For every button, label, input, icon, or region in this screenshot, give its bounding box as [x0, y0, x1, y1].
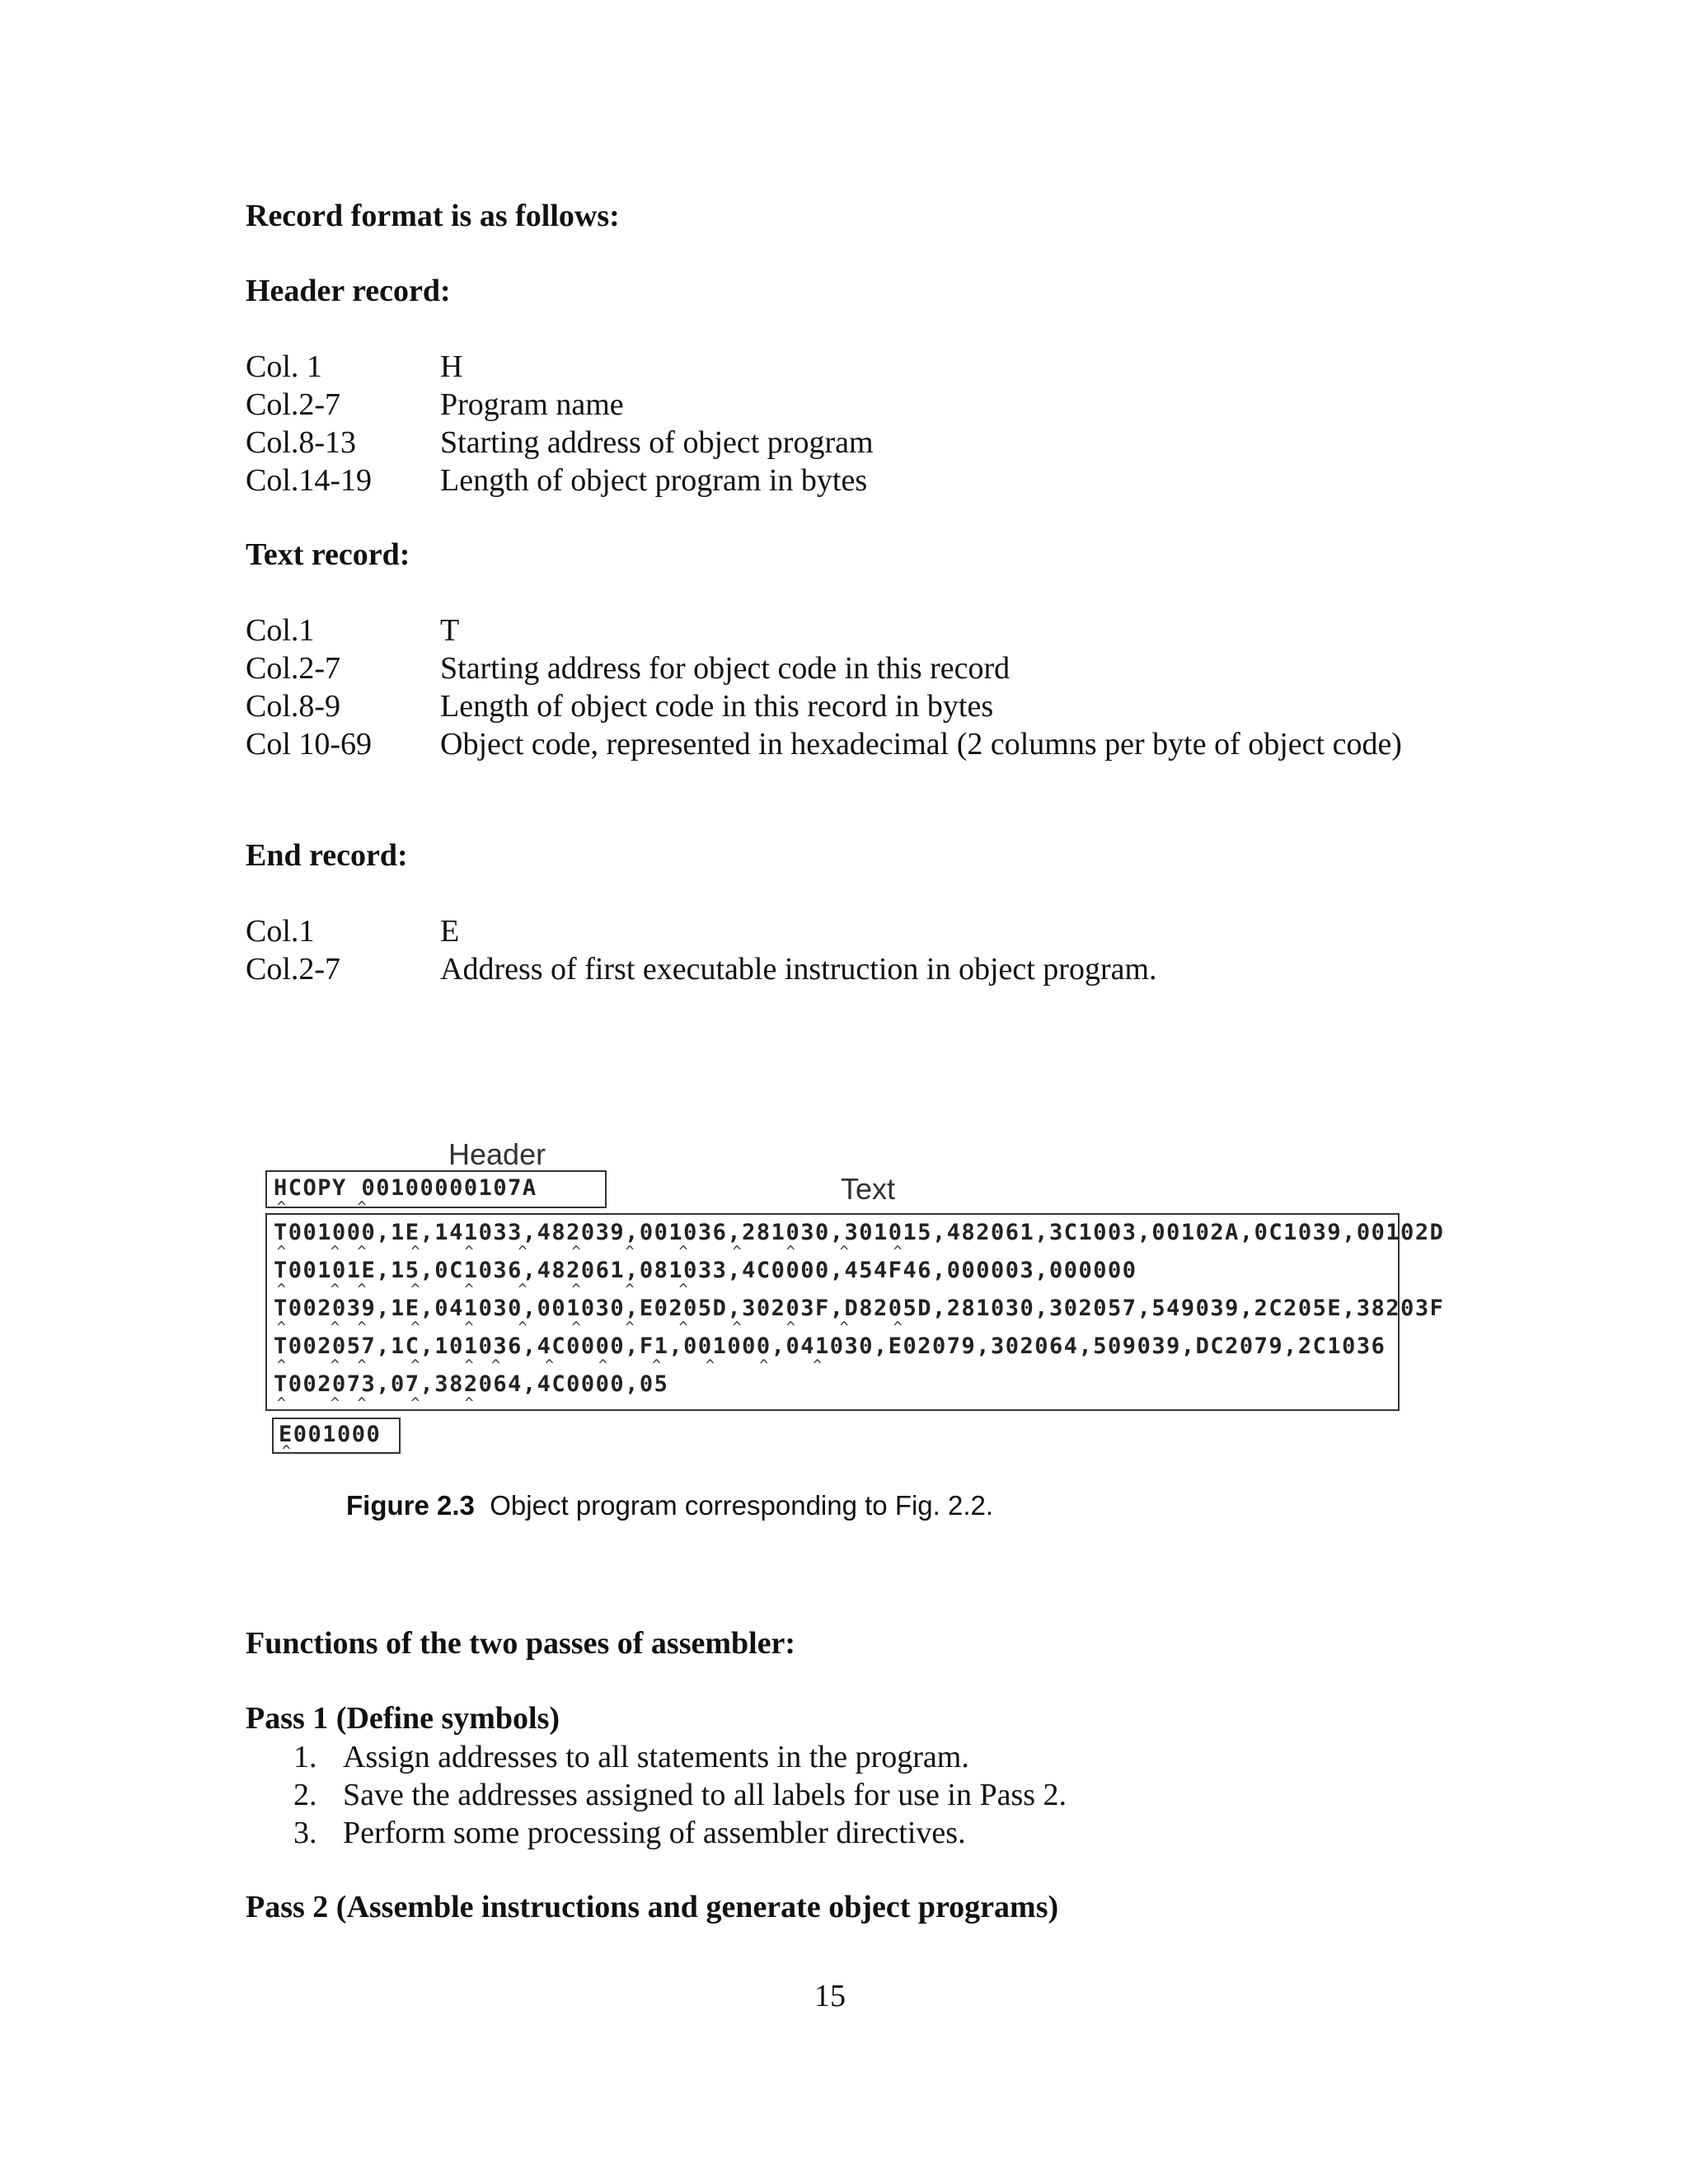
- text-record-line: T002057,1C,101036,4C0000,F1,001000,041030,E02079,302064,509039,DC2079,2C1036: [274, 1333, 1386, 1359]
- text-record-line: T002039,1E,041030,001030,E0205D,30203F,D8205D,281030,302057,549039,2C205E,38203F: [274, 1296, 1445, 1321]
- pass2-heading: Pass 2 (Assemble instructions and generate object programs): [246, 1890, 1059, 1924]
- list-item: Assign addresses to all statements in the program.: [343, 1740, 969, 1774]
- end-col-desc: E: [440, 914, 460, 949]
- caret-marks: ^ ^ ^ ^ ^ ^ ^ ^ ^: [277, 1281, 688, 1298]
- text-record-line: T00101E,15,0C1036,482061,081033,4C0000,454F46,000003,000000: [274, 1258, 1137, 1283]
- header-record-line: HCOPY 00100000107A: [274, 1175, 537, 1201]
- text-records-box: [265, 1213, 1445, 1412]
- page-number: 15: [814, 1979, 846, 2013]
- list-item: Perform some processing of assembler directives.: [343, 1816, 966, 1850]
- functions-heading: Functions of the two passes of assembler:: [246, 1626, 796, 1661]
- end-record-box: [272, 1418, 401, 1460]
- figure-caption-text: Object program corresponding to Fig. 2.2.: [490, 1490, 994, 1521]
- record-format-heading: Record format is as follows:: [246, 199, 620, 233]
- text-col-desc: T: [440, 613, 460, 648]
- caret-marks: ^ ^ ^ ^ ^ ^ ^ ^ ^ ^ ^ ^: [277, 1357, 823, 1374]
- header-col-label: Col. 1: [246, 349, 322, 384]
- header-col-label: Col.2-7: [246, 387, 341, 422]
- text-col-label: Col 10-69: [246, 727, 373, 762]
- list-item: Save the addresses assigned to all labels for use in Pass 2.: [343, 1778, 1067, 1812]
- text-col-desc: Starting address for object code in this record: [440, 651, 1010, 686]
- header-col-desc: Starting address of object program: [440, 425, 874, 460]
- caret-marks: ^ ^ ^ ^ ^ ^ ^ ^ ^ ^ ^ ^ ^: [277, 1319, 903, 1336]
- end-col-label: Col.1: [246, 914, 315, 949]
- figure-caption: [346, 1490, 993, 1521]
- caret-marks: ^: [282, 1442, 291, 1460]
- list-number: 2.: [293, 1778, 317, 1812]
- text-col-label: Col.1: [246, 613, 315, 648]
- text-record-heading: Text record:: [246, 537, 410, 572]
- header-record-box: [265, 1170, 607, 1216]
- text-record-line: T001000,1E,141033,482039,001036,281030,301015,482061,3C1003,00102A,0C1039,00102D: [274, 1220, 1445, 1245]
- figure-text-label: Text: [841, 1172, 896, 1206]
- header-col-label: Col.8-13: [246, 425, 357, 460]
- text-col-label: Col.8-9: [246, 689, 341, 724]
- header-col-desc: H: [440, 349, 463, 384]
- caret-marks: ^ ^ ^ ^ ^: [277, 1394, 474, 1412]
- header-record-heading: Header record:: [246, 274, 451, 308]
- header-col-label: Col.14-19: [246, 463, 373, 498]
- text-col-label: Col.2-7: [246, 651, 341, 686]
- header-col-desc: Length of object program in bytes: [440, 463, 868, 498]
- figure-caption-number: Figure 2.3: [346, 1490, 475, 1521]
- text-col-desc: Length of object code in this record in bytes: [440, 689, 994, 724]
- text-col-desc: Object code, represented in hexadecimal (2 columns per byte of object code): [440, 727, 1402, 762]
- end-col-desc: Address of first executable instruction in object program.: [440, 952, 1157, 987]
- end-record-heading: End record:: [246, 838, 408, 873]
- list-number: 1.: [293, 1740, 317, 1774]
- list-number: 3.: [293, 1816, 317, 1850]
- caret-marks: ^ ^ ^ ^ ^ ^ ^ ^ ^ ^ ^ ^ ^: [277, 1243, 903, 1260]
- pass1-heading: Pass 1 (Define symbols): [246, 1701, 560, 1736]
- end-record-line: E001000: [279, 1422, 382, 1447]
- end-col-label: Col.2-7: [246, 952, 341, 987]
- object-program-figure: [264, 1137, 1445, 1525]
- caret-marks: ^ ^: [277, 1198, 367, 1216]
- text-record-line: T002073,07,382064,4C0000,05: [274, 1371, 669, 1397]
- header-col-desc: Program name: [440, 387, 624, 422]
- figure-header-label: Header: [448, 1137, 546, 1171]
